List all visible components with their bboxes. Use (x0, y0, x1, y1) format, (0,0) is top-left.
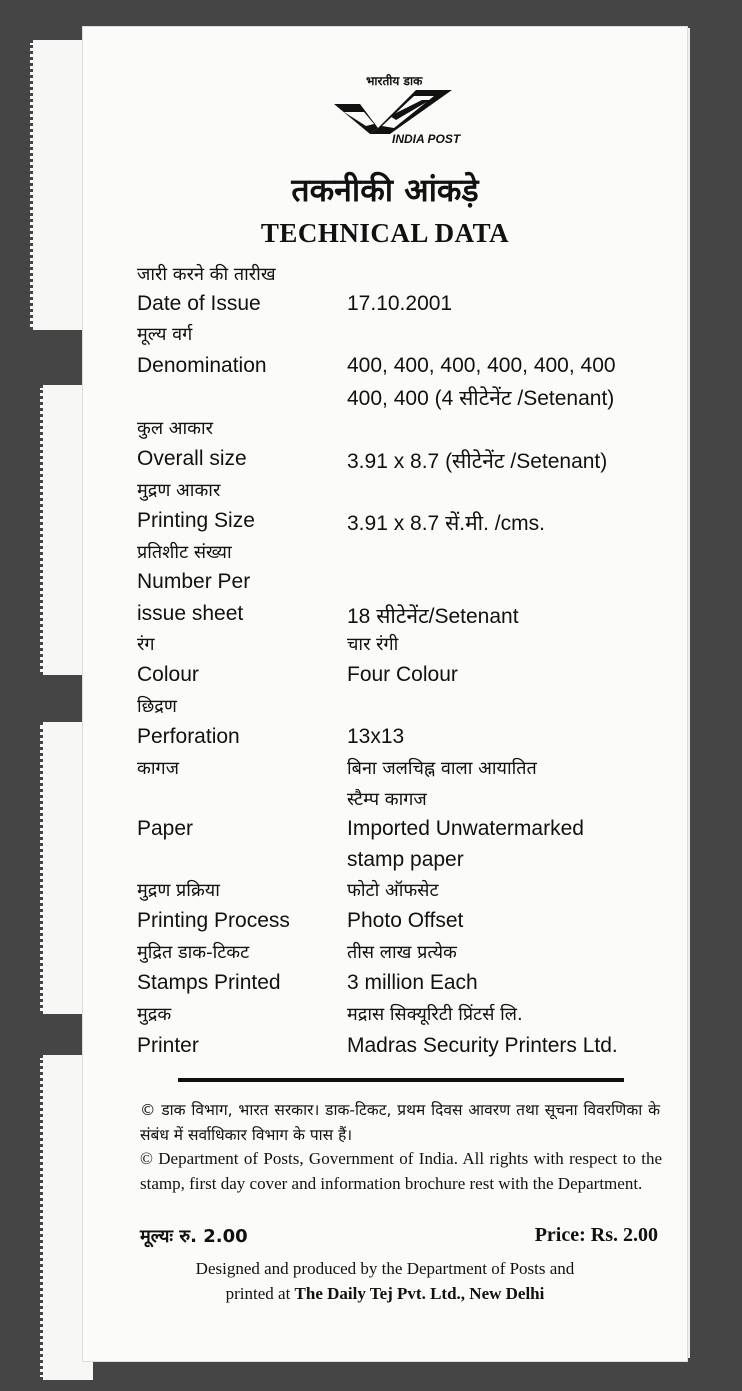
credit-prefix: printed at (225, 1284, 295, 1303)
row-label: कुल आकार (137, 418, 213, 439)
row-value: चार रंगी (347, 634, 399, 655)
divider-rule (178, 1078, 624, 1082)
data-row (82, 848, 688, 879)
logo-hindi-text: भारतीय डाक (366, 74, 423, 88)
row-value: 13x13 (347, 725, 405, 748)
row-label: Overall size (137, 447, 247, 470)
data-row (82, 663, 688, 694)
data-row (82, 878, 688, 909)
row-label: प्रतिशीट संख्या (137, 542, 232, 563)
data-row (82, 971, 688, 1002)
title-hindi: तकनीकी आंकड़े (291, 171, 479, 209)
row-value: 3.91 x 8.7 सें.मी. /cms. (347, 512, 545, 535)
copyright-hindi: © डाक विभाग, भारत सरकार। डाक-टिकट, प्रथम दिवस आवरण तथा सूचना विवरणिका के संबंध में सर्वाधिकार विभाग के पास हैं। (140, 1101, 660, 1144)
credit-line-2 (82, 1281, 688, 1306)
row-label: मुद्रण प्रक्रिया (137, 880, 220, 901)
row-label: कागज (137, 758, 179, 779)
row-label: मुद्रक (137, 1004, 172, 1025)
india-post-logo (330, 72, 470, 172)
data-row (82, 694, 688, 725)
row-label: रंग (137, 634, 155, 655)
data-row (82, 909, 688, 940)
row-value: तीस लाख प्रत्येक (347, 942, 457, 963)
row-value: स्टैम्प कागज (347, 789, 427, 810)
data-row (82, 602, 688, 633)
row-value: Imported Unwatermarked (347, 817, 584, 840)
data-row (82, 1034, 688, 1065)
row-label: मुद्रित डाक-टिकट (137, 942, 250, 963)
data-row (82, 756, 688, 787)
data-row (82, 292, 688, 323)
row-label: मूल्य वर्ग (137, 324, 193, 345)
row-label: Date of Issue (137, 292, 261, 315)
row-value: 3 million Each (347, 971, 478, 994)
row-value: Madras Security Printers Ltd. (347, 1034, 618, 1057)
row-label: Denomination (137, 354, 267, 377)
data-row (82, 416, 688, 447)
data-row (82, 447, 688, 478)
data-row (82, 509, 688, 540)
row-label: जारी करने की तारीख (137, 264, 276, 285)
row-label: Printer (137, 1034, 199, 1057)
data-row (82, 384, 688, 415)
row-value: Photo Offset (347, 909, 464, 932)
row-label: Printing Size (137, 509, 255, 532)
row-value: stamp paper (347, 848, 464, 871)
logo-english-text: INDIA POST (392, 132, 461, 146)
credit-line-1: Designed and produced by the Department of Posts and (195, 1259, 575, 1278)
row-value: फोटो ऑफसेट (347, 880, 439, 901)
printer-name: The Daily Tej Pvt. Ltd., New Delhi (294, 1284, 545, 1303)
row-label: Paper (137, 817, 194, 840)
row-label: Stamps Printed (137, 971, 281, 994)
india-post-emblem-icon (330, 86, 460, 136)
data-row (82, 725, 688, 756)
data-row (82, 262, 688, 293)
data-row (82, 540, 688, 571)
technical-data-sheet (82, 26, 688, 1362)
data-row (82, 940, 688, 971)
data-row (82, 632, 688, 663)
row-value: 18 सीटेनेंट/Setenant (347, 605, 519, 628)
row-value: मद्रास सिक्यूरिटी प्रिंटर्स लि. (347, 1004, 523, 1025)
row-label: Perforation (137, 725, 240, 748)
row-value: बिना जलचिह्न वाला आयातित (347, 758, 537, 779)
row-value: 400, 400, 400, 400, 400, 400 (347, 354, 616, 377)
row-value: 400, 400 (4 सीटेनेंट /Setenant) (347, 387, 615, 410)
data-row (82, 1002, 688, 1033)
price-hindi: मूल्यः रु. 2.00 (140, 1226, 248, 1247)
row-value: 3.91 x 8.7 (सीटेनेंट /Setenant) (347, 450, 608, 473)
data-row (82, 570, 688, 601)
row-label: छिद्रण (137, 696, 177, 717)
row-label: Number Per (137, 570, 251, 593)
credit-line (82, 1256, 688, 1306)
price-english: Price: Rs. 2.00 (534, 1224, 658, 1246)
data-row (82, 478, 688, 509)
row-value: Four Colour (347, 663, 458, 686)
row-label: Printing Process (137, 909, 290, 932)
row-value: 17.10.2001 (347, 292, 453, 315)
row-label: Colour (137, 663, 199, 686)
title-english: TECHNICAL DATA (260, 218, 510, 248)
data-row (82, 322, 688, 353)
row-label: issue sheet (137, 602, 244, 625)
data-row (82, 787, 688, 818)
data-row (82, 817, 688, 848)
data-row (82, 354, 688, 385)
copyright-english: © Department of Posts, Government of India. All rights with respect to the stamp, first day cover and information brochure rest with the Department. (140, 1149, 662, 1193)
row-label: मुद्रण आकार (137, 480, 221, 501)
